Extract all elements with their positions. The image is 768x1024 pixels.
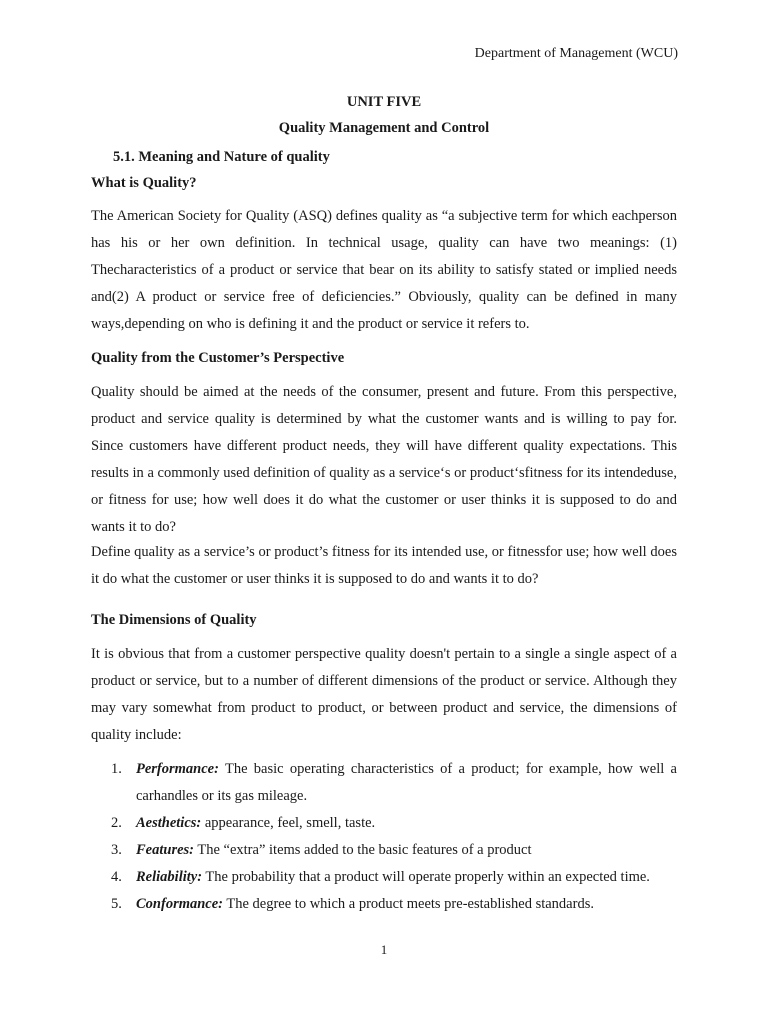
item-term: Aesthetics: <box>136 815 202 831</box>
item-number: 2. <box>111 815 122 831</box>
item-text: The “extra” items added to the basic features of a product <box>194 842 532 858</box>
item-text: The probability that a product will operate properly within an expected time. <box>202 869 650 885</box>
customer-perspective-paragraph: Quality should be aimed at the needs of the consumer, present and future. From this perspective, product and service quality is determined by what the customer wants and is willing to pay for. Since customers have different product needs, they will have different quality expectations. This results in a commonly used definition of quality as a service‘s or product‘sfitness for its intendeduse, or fitness for use; how well does it do what the customer or user thinks it is supposed to do and wants it to do? <box>91 384 677 535</box>
list-item <box>91 810 677 837</box>
item-term: Conformance: <box>136 896 223 912</box>
item-number: 5. <box>111 896 122 912</box>
list-item <box>91 837 677 864</box>
list-item <box>91 891 677 918</box>
item-text: The degree to which a product meets pre-established standards. <box>223 896 594 912</box>
page-number: 1 <box>380 942 388 957</box>
item-term: Performance: <box>136 761 219 777</box>
list-item <box>91 756 677 810</box>
customer-perspective-definition: Define quality as a service’s or product’s fitness for its intended use, or fitnessfor use; how well does it do what the customer or user thinks it is supposed to do and wants it to do? <box>91 544 677 587</box>
item-text: The basic operating characteristics of a product; for example, how well a carhandles or its gas mileage. <box>136 761 677 804</box>
unit-title: UNIT FIVE <box>346 94 422 110</box>
dimensions-list <box>91 756 677 918</box>
item-number: 3. <box>111 842 122 858</box>
what-is-quality-heading: What is Quality? <box>91 175 197 191</box>
list-item <box>91 864 677 891</box>
customer-perspective-heading: Quality from the Customer’s Perspective <box>91 350 345 366</box>
item-term: Features: <box>136 842 194 858</box>
unit-subject: Quality Management and Control <box>278 120 490 136</box>
running-header: Department of Management (WCU) <box>474 46 678 61</box>
section-heading: 5.1. Meaning and Nature of quality <box>113 149 330 165</box>
dimensions-intro: It is obvious that from a customer perspective quality doesn't pertain to a single a single aspect of a product or service, but to a number of different dimensions of the product or service. Although they may vary somewhat from product to product, or between product and service, the dimensions of quality include: <box>91 646 677 743</box>
item-term: Reliability: <box>136 869 203 885</box>
item-number: 4. <box>111 869 122 885</box>
item-text: appearance, feel, smell, taste. <box>201 815 376 831</box>
what-is-quality-paragraph: The American Society for Quality (ASQ) defines quality as “a subjective term for which eachperson has his or her own definition. In technical usage, quality can have two meanings: (1) Thecharacteristics of a product or service that bear on its ability to satisfy stated or implied needs and(2) A product or service free of deficiencies.” Obviously, quality can be defined in many ways,depending on who is defining it and the product or service it refers to. <box>91 208 677 332</box>
item-number: 1. <box>111 761 122 777</box>
dimensions-heading: The Dimensions of Quality <box>91 612 257 628</box>
